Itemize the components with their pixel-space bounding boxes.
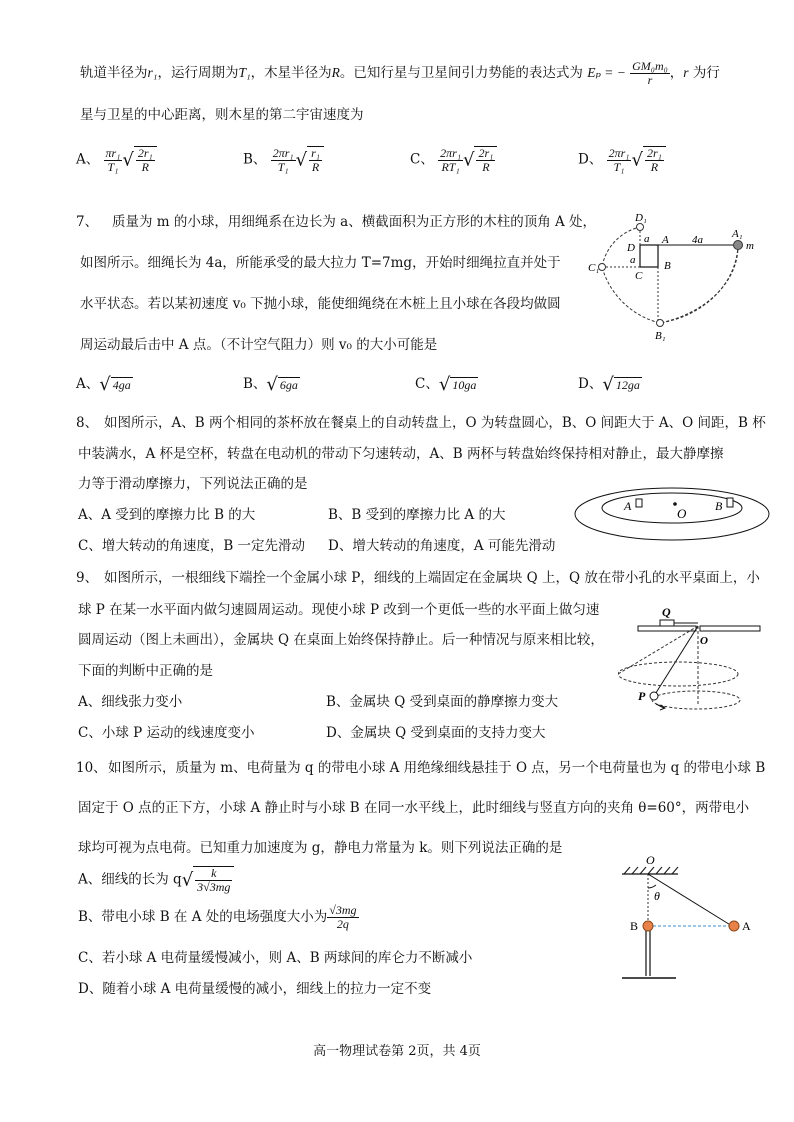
label-B: B [664, 260, 671, 272]
q7-option-a: A、√ 4ga [76, 374, 131, 395]
label-P: P [638, 689, 646, 703]
label-O: O [677, 506, 687, 521]
label-a-left: a [630, 254, 636, 266]
label-theta: θ [654, 889, 660, 903]
q6-option-b: B、 $\frac{\text{2πr₁}}{\text{T₁}}$ √ $\frac{\text{r₁}}{R}$ [243, 146, 324, 174]
q8-number: 8、 [76, 415, 99, 431]
q7-option-c: C、√ 10ga [415, 374, 477, 395]
q6-option-a: A、 $\frac{\text{πr₁}}{\text{T₁}}$ √ $\frac{\text{2r₁}}{R}$ [76, 146, 157, 174]
label-A: A [742, 919, 751, 933]
q7-option-d: D、√ 12ga [578, 374, 640, 395]
q10-line1: 如图所示，质量为 m、电荷量为 q 的带电小球 A 用绝缘细线悬挂于 O 点，另一个电荷量也为 q 的带电小球 B [108, 760, 766, 776]
q9-line3: 圆周运动（图上未画出），金属块 Q 在桌面上始终保持静止。后一种情况与原来相比较， [78, 632, 604, 648]
label-4a: 4a [692, 234, 703, 246]
q9-option-b: B、金属块 Q 受到桌面的静摩擦力变大 [326, 694, 559, 710]
q7-figure [580, 205, 780, 345]
q7-number: 7、 [76, 214, 99, 230]
q7-line2: 如图所示。细绳长为 4a，所能承受的最大拉力 T=7mg，开始时细绳拉直并处于 [80, 255, 561, 271]
label-O: O [700, 635, 708, 647]
q9-line1: 如图所示，一根细线下端拴一个金属小球 P，细线的上端固定在金属块 Q 上，Q 放在带小孔的水平桌面上，小 [104, 570, 760, 586]
q9-option-c: C、小球 P 运动的线速度变小 [78, 725, 255, 741]
q9-figure [618, 604, 778, 716]
q6-option-c: C、 $\frac{\text{2πr₁}}{\text{RT₁}}$ √ $\frac{\text{2r₁}}{R}$ [410, 146, 497, 174]
label-B: B [715, 499, 723, 513]
q7-line3: 水平状态。若以某初速度 v₀ 下抛小球，能使细绳绕在木桩上且小球在各段均做圆 [80, 296, 561, 312]
q10-option-c: C、若小球 A 电荷量缓慢减小，则 A、B 两球间的库仑力不断减小 [78, 950, 473, 966]
q8-figure [572, 484, 772, 544]
page-footer: 高一物理试卷第 2页，共 4页 [313, 1044, 481, 1059]
q8-option-d: D、增大转动的角速度，A 可能先滑动 [328, 538, 556, 554]
q7-line1: 质量为 m 的小球，用细绳系在边长为 a、横截面积为正方形的木柱的顶角 A 处， [112, 214, 597, 230]
label-A: A [624, 499, 632, 513]
q6-stem-line1: 轨道半径为r₁，运行周期为T₁，木星半径为R。已知行星与卫星间引力势能的表达式为 Eₚ = − $\frac{\text{GM₀m₀}}{r}$ ，r 为行 [80, 59, 720, 87]
label-Q: Q [662, 605, 671, 619]
q10-figure [600, 854, 770, 984]
q7-line4: 周运动最后击中 A 点。（不计空气阻力）则 v₀ 的大小可能是 [80, 337, 438, 353]
q10-option-a: A、细线的长为 q√ $\frac{k}{3√3mg}$ [78, 866, 234, 894]
label-m: m [746, 240, 754, 252]
q8-option-a: A、A 受到的摩擦力比 B 的大 [78, 507, 256, 523]
q6-option-d: D、 $\frac{\text{2πr₁}}{\text{T₁}}$ √ $\frac{\text{2r₁}}{R}$ [578, 146, 666, 174]
label-O: O [646, 854, 655, 867]
q8-line2: 中装满水，A 杯是空杯，转盘在电动机的带动下匀速转动，A、B 两杯与转盘始终保持相对静止，最大静摩擦 [78, 446, 724, 462]
label-B1: B₁ [655, 330, 666, 342]
q10-line2: 固定于 O 点的正下方，小球 A 静止时与小球 B 在同一水平线上，此时细线与竖直方向的夹角 θ=60°，两带电小 [78, 800, 750, 816]
q8-line1: 如图所示，A、B 两个相同的茶杯放在餐桌上的自动转盘上，O 为转盘圆心，B、O 间距大于 A、O 间距，B 杯 [104, 415, 766, 431]
q8-line3: 力等于滑动摩擦力，下列说法正确的是 [78, 476, 308, 492]
q8-option-c: C、增大转动的角速度，B 一定先滑动 [78, 538, 306, 554]
q10-option-b: B、带电小球 B 在 A 处的电场强度大小为 $\frac{√3mg}{2q}$ [78, 903, 357, 931]
q8-option-b: B、B 受到的摩擦力比 A 的大 [328, 507, 506, 523]
q7-option-b: B、√ 6ga [243, 374, 298, 395]
q10-line3: 球均可视为点电荷。已知重力加速度为 g，静电力常量为 k。则下列说法正确的是 [78, 840, 563, 856]
q9-number: 9、 [76, 570, 99, 586]
ep-formula-fraction: $\frac{\text{GM₀m₀}}{r}$ [632, 59, 668, 87]
q9-option-d: D、金属块 Q 受到桌面的支持力变大 [326, 725, 546, 741]
label-A: A [662, 234, 669, 246]
label-D1: D₁ [635, 212, 647, 224]
q10-option-d: D、随着小球 A 电荷量缓慢的减小，细线上的拉力一定不变 [78, 981, 432, 997]
label-D: D [627, 242, 635, 254]
label-C: C [635, 270, 643, 282]
q6-stem-line2: 星与卫星的中心距离，则木星的第二宇宙速度为 [80, 107, 364, 123]
q9-line4: 下面的判断中正确的是 [78, 663, 213, 679]
label-A1: A₁ [732, 228, 743, 240]
q9-option-a: A、细线张力变小 [78, 694, 183, 710]
label-C1: C₁ [588, 262, 600, 274]
q9-line2: 球 P 在某一水平面内做匀速圆周运动。现使小球 P 改到一个更低一些的水平面上做匀速 [78, 602, 600, 618]
label-a-top: a [644, 233, 650, 245]
label-B: B [630, 919, 639, 933]
ep-formula-lhs: Eₚ = − [587, 65, 626, 80]
q10-number: 10、 [76, 760, 107, 776]
